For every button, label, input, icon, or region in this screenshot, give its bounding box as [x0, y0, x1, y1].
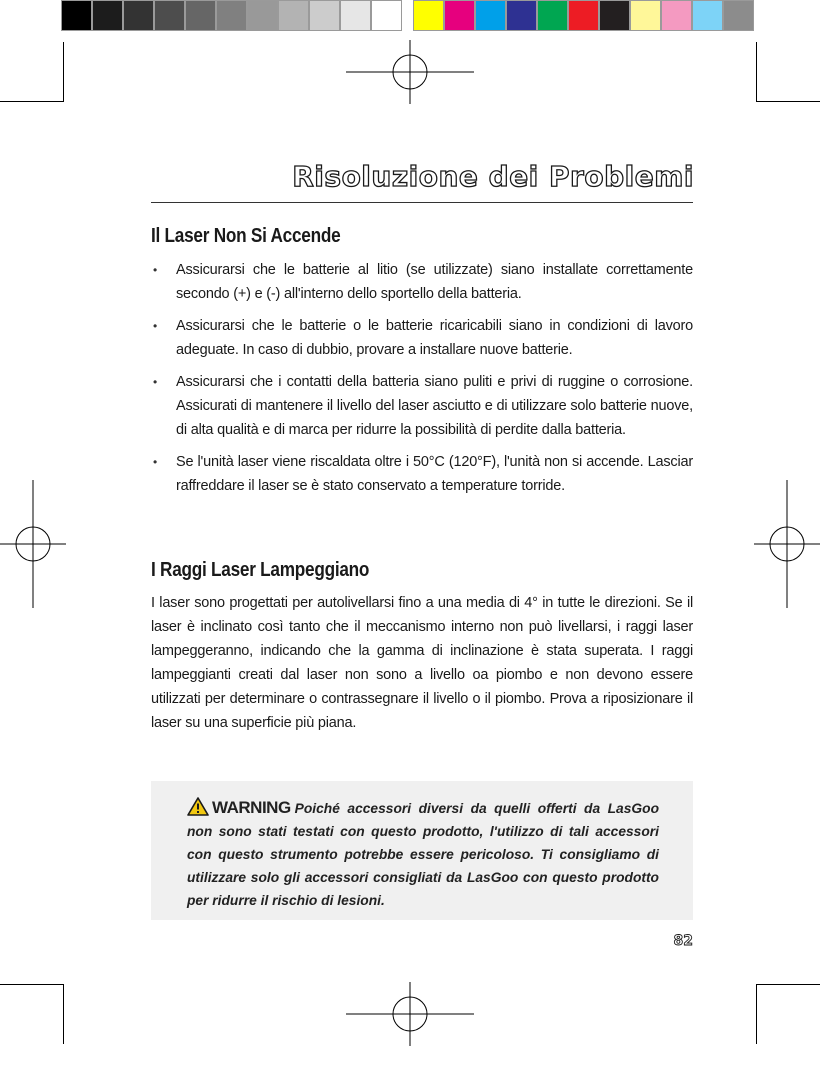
color-swatch	[661, 0, 692, 31]
color-swatch	[309, 0, 340, 31]
registration-mark-left	[0, 480, 66, 608]
crop-mark	[757, 101, 820, 102]
warning-text-block	[187, 796, 659, 912]
section-heading-laser-not-on: Il Laser Non Si Accende	[151, 225, 341, 247]
registration-mark-right	[754, 480, 820, 608]
crop-mark	[0, 984, 63, 985]
color-swatch	[692, 0, 723, 31]
color-swatch	[568, 0, 599, 31]
warning-text: Poiché accessori diversi da quelli offerti da LasGoo non sono stati testati con questo prodotto, l'utilizzo di tali accessori con questo strumento potrebbe essere pericoloso. Ti consigliamo di utilizzare solo gli accessori consigliati da LasGoo con questo prodotto per ridurre il rischio di lesioni.	[187, 801, 659, 908]
troubleshoot-bullet-list	[151, 258, 693, 506]
color-swatch	[61, 0, 92, 31]
color-swatch	[630, 0, 661, 31]
crop-mark	[756, 984, 757, 1044]
registration-mark-bottom	[346, 982, 474, 1046]
crop-mark	[63, 984, 64, 1044]
bullet-item: • Assicurarsi che le batterie al litio (se utilizzate) siano installate correttamente secondo (+) e (-) all'interno dello sportello della batteria.	[151, 258, 693, 306]
color-swatch	[723, 0, 754, 31]
color-swatch	[247, 0, 278, 31]
warning-box	[151, 781, 693, 920]
color-swatch	[340, 0, 371, 31]
registration-mark-top	[346, 40, 474, 104]
section-heading-laser-flashing: I Raggi Laser Lampeggiano	[151, 559, 370, 581]
warning-label: WARNING	[212, 798, 291, 817]
warning-triangle-icon	[187, 797, 209, 816]
color-swatch	[216, 0, 247, 31]
page-title: Risoluzione dei Problemi	[292, 160, 694, 193]
color-swatch	[599, 0, 630, 31]
bullet-item: • Assicurarsi che i contatti della batteria siano puliti e privi di ruggine o corrosione. Assicurati di mantenere il livello del laser asciutto e di utilizzare solo batterie nuove, di alta qualità e di marca per ridurre la possibilità di perdite dalla batteria.	[151, 370, 693, 442]
crop-mark	[0, 101, 63, 102]
color-swatch	[278, 0, 309, 31]
color-swatch	[475, 0, 506, 31]
crop-mark	[756, 42, 757, 102]
color-swatch	[506, 0, 537, 31]
swatch-gap	[402, 0, 413, 33]
color-swatch	[537, 0, 568, 31]
color-swatch	[123, 0, 154, 31]
bullet-item: • Assicurarsi che le batterie o le batterie ricaricabili siano in condizioni di lavoro adeguate. In caso di dubbio, provare a installare nuove batterie.	[151, 314, 693, 362]
section-paragraph: I laser sono progettati per autolivellarsi fino a una media di 4° in tutte le direzioni. Se il laser è inclinato così tanto che il meccanismo interno non può livellarsi, i raggi laser lampeggeranno, indicando che la gamma di inclinazione è stata superata. I raggi lampeggianti creati dal laser non sono a livello oa piombo e non devono essere utilizzati per determinare o contrassegnare il livello o il piombo. Prova a riposizionare il laser su una superficie più piana.	[151, 595, 693, 731]
color-swatch	[92, 0, 123, 31]
crop-mark	[757, 984, 820, 985]
color-swatch	[413, 0, 444, 31]
color-swatch	[371, 0, 402, 31]
color-swatch	[154, 0, 185, 31]
color-calibration-bar	[61, 0, 754, 33]
page-number: 82	[673, 933, 693, 949]
color-swatch	[444, 0, 475, 31]
color-swatch	[185, 0, 216, 31]
title-divider	[151, 202, 693, 203]
crop-mark	[63, 42, 64, 102]
bullet-item: • Se l'unità laser viene riscaldata oltre i 50°C (120°F), l'unità non si accende. Lasciar raffreddare il laser se è stato conservato a temperature torride.	[151, 450, 693, 498]
